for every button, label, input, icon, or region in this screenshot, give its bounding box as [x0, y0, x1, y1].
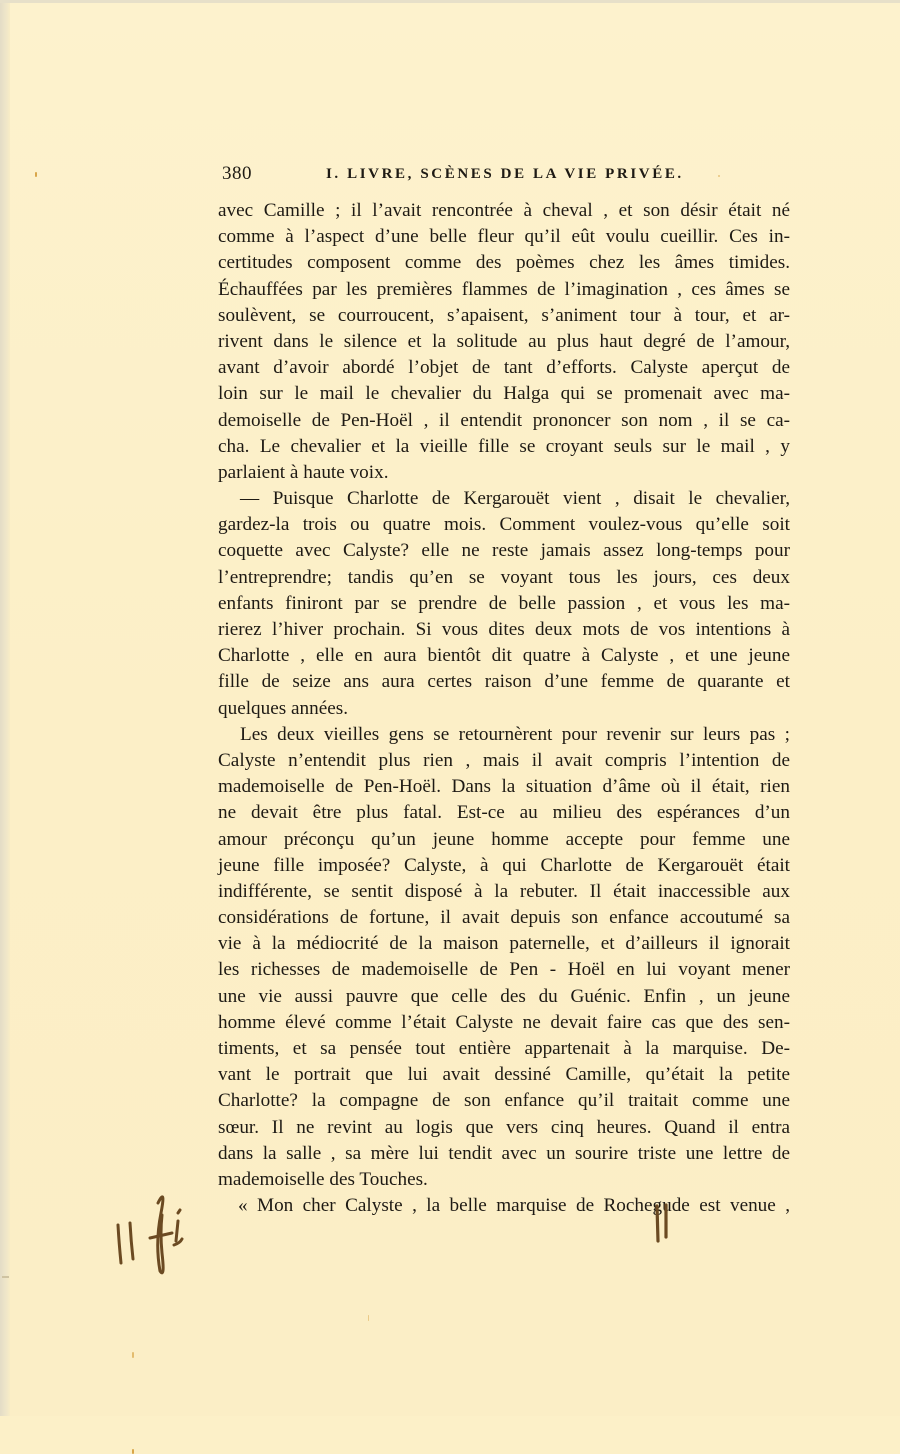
edge-mark [2, 1276, 9, 1278]
text-line: amour préconçu qu’un jeune homme accepte pour femme une [218, 828, 790, 850]
text-line: avant d’avoir abordé l’objet de tant d’efforts. Calyste aperçut de [218, 357, 790, 379]
text-line: homme élevé comme l’était Calyste ne devait faire cas que des sen- [218, 1011, 790, 1033]
text-line: avec Camille ; il l’avait rencontrée à cheval , et son désir était né [218, 200, 790, 221]
text-line: timents, et sa pensée tout entière appartenait à la marquise. De- [218, 1038, 790, 1059]
text-line: indifférente, se sentit disposé à la rebuter. Il était inaccessible aux [218, 880, 790, 902]
text-line: une vie aussi pauvre que celle des du Guénic. Enfin , un jeune [218, 985, 790, 1007]
paper-speck [35, 172, 37, 177]
page-top-edge [0, 0, 900, 3]
handwritten-margin-note [100, 1183, 200, 1283]
text-line: demoiselle de Pen-Hoël , il entendit prononcer son nom , il se ca- [218, 409, 790, 431]
text-line: enfants finiront par se prendre de belle passion , et vous les ma- [218, 592, 790, 614]
text-line: gardez-la trois ou quatre mois. Comment voulez-vous qu’elle soit [218, 514, 790, 536]
text-line: comme à l’aspect d’une belle fleur qu’il eût voulu cueillir. Ces in- [218, 226, 790, 248]
text-line: mademoiselle de Pen-Hoël. Dans la situation d’âme où il était, rien [218, 776, 790, 798]
text-line: cha. Le chevalier et la vieille fille se croyant seuls sur le mail , y [218, 435, 790, 457]
running-header [222, 163, 792, 187]
text-line: les richesses de mademoiselle de Pen - Hoël en lui voyant mener [218, 959, 790, 981]
text-line: rierez l’hiver prochain. Si vous dites deux mots de vos intentions à [218, 619, 790, 640]
text-line: Calyste n’entendit plus rien , mais il avait compris l’intention de [218, 749, 790, 771]
paper-speck [132, 1352, 134, 1358]
text-line: soulèvent, se courroucent, s’apaisent, s’animent tour à tour, et ar- [218, 304, 790, 326]
text-line: Charlotte , elle en aura bientôt dit quatre à Calyste , et une jeune [218, 645, 790, 667]
text-line: vant le portrait que lui avait dessiné Camille, qu’était la petite [218, 1064, 790, 1086]
text-line: dans la salle , sa mère lui tendit avec un sourire triste une lettre de [218, 1142, 790, 1164]
text-line: fille de seize ans aura certes raison d’une femme de quarante et [218, 671, 790, 693]
paper-speck [368, 1315, 369, 1321]
text-line: — Puisque Charlotte de Kergarouët vient , disait le chevalier, [240, 488, 790, 510]
text-line: ne devait être plus fatal. Est-ce au milieu des espérances d’un [218, 802, 790, 824]
page-left-edge [0, 0, 10, 1416]
text-line: rivent dans le silence et la solitude au plus haut degré de l’amour, [218, 330, 790, 352]
text-line: sœur. Il ne revint au logis que vers cinq heures. Quand il entra [218, 1116, 790, 1138]
text-line: jeune fille imposée? Calyste, à qui Charlotte de Kergarouët était [218, 854, 790, 876]
text-line: vie à la médiocrité de la maison paternelle, et d’ailleurs il ignorait [218, 933, 790, 955]
text-line: coquette avec Calyste? elle ne reste jamais assez long-temps pour [218, 540, 790, 562]
running-title: I. LIVRE, SCÈNES DE LA VIE PRIVÉE. [326, 166, 684, 182]
text-line: mademoiselle des Touches. [218, 1168, 428, 1190]
text-line: certitudes composent comme des poèmes chez les âmes timides. [218, 252, 790, 274]
page-number: 380 [222, 163, 252, 184]
paper-speck [132, 1449, 134, 1454]
text-line: quelques années. [218, 697, 349, 719]
text-line: « Mon cher Calyste , la belle marquise de Rochegude est venue , [238, 1195, 790, 1217]
text-line: Charlotte? la compagne de son enfance qu’il traitait comme une [218, 1090, 790, 1112]
text-line: loin sur le mail le chevalier du Halga qui se promenait avec ma- [218, 383, 790, 405]
text-line: considérations de fortune, il avait depuis son enfance accoutumé sa [218, 907, 790, 929]
handwritten-inline-mark [650, 1203, 674, 1245]
text-line: Échauffées par les premières flammes de l’imagination , ces âmes se [218, 278, 790, 300]
text-line: Les deux vieilles gens se retournèrent pour revenir sur leurs pas ; [240, 723, 790, 745]
text-line: parlaient à haute voix. [218, 461, 389, 483]
body-text [218, 198, 790, 1219]
text-line: l’entreprendre; tandis qu’en se voyant tous les jours, ces deux [218, 566, 790, 588]
